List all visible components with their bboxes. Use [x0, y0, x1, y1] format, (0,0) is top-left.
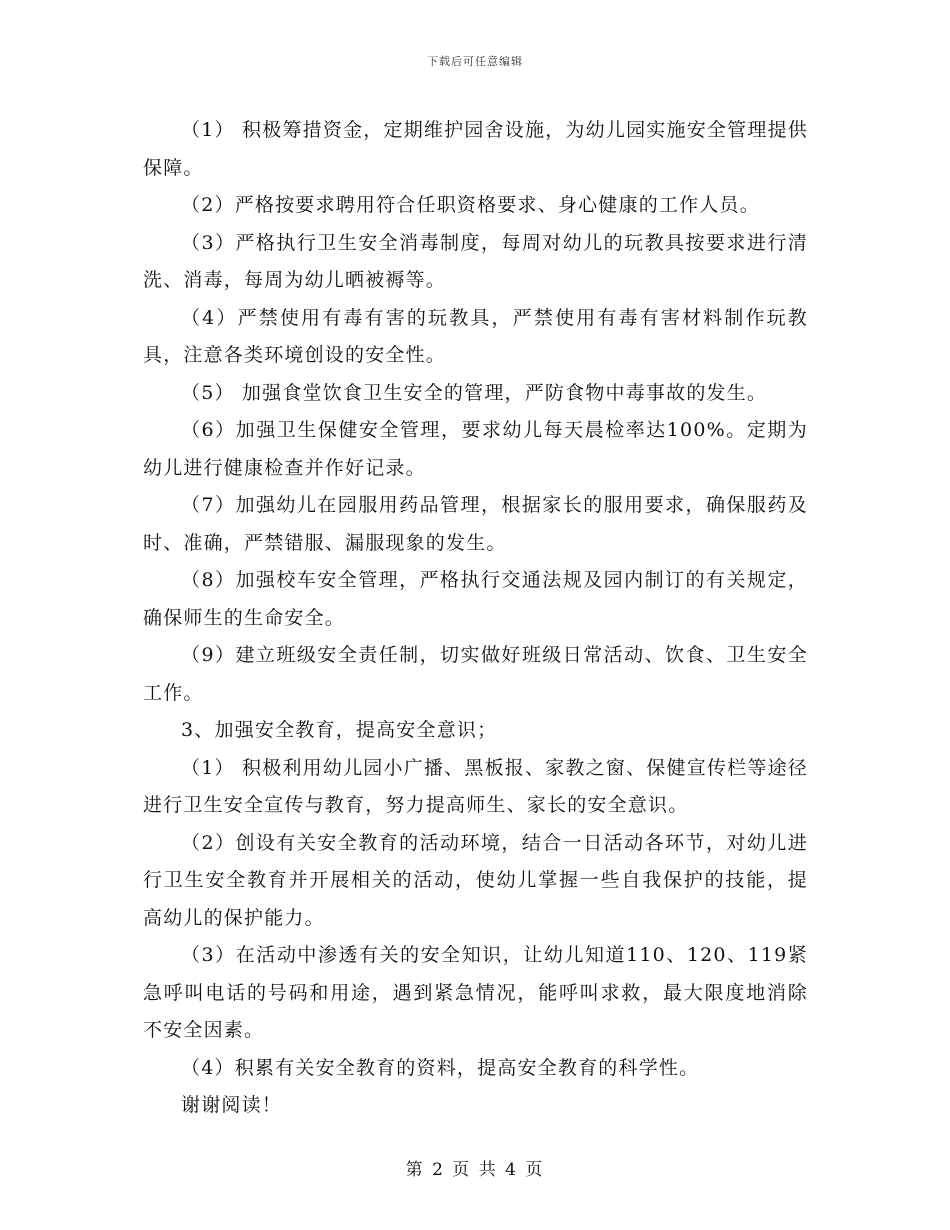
section-heading: 3、加强安全教育，提高安全意识； [181, 719, 498, 741]
document-body [143, 112, 808, 1125]
paragraph-13: （4）积累有关安全教育的资料，提高安全教育的科学性。 [181, 1056, 700, 1079]
paragraph-4: （4）严禁使用有毒有害的玩教具，严禁使用有毒有害材料制作玩教具，注意各类环境创设的安全性。 [143, 306, 808, 366]
paragraph-7: （7）加强幼儿在园服用药品管理，根据家长的服用要求，确保服药及时、准确，严禁错服、漏服现象的发生。 [143, 494, 808, 554]
paragraph-6: （6）加强卫生保健安全管理，要求幼儿每天晨检率达100%。定期为幼儿进行健康检查并作好记录。 [143, 419, 808, 479]
paragraph-8: （8）加强校车安全管理，严格执行交通法规及园内制订的有关规定，确保师生的生命安全。 [143, 569, 808, 629]
paragraph-11: （2）创设有关安全教育的活动环境，结合一日活动各环节，对幼儿进行卫生安全教育并开展相关的活动，使幼儿掌握一些自我保护的技能，提高幼儿的保护能力。 [143, 831, 808, 929]
page-header-note: 下载后可任意编辑 [427, 55, 523, 68]
paragraph-2: （2）严格按要求聘用符合任职资格要求、身心健康的工作人员。 [181, 194, 760, 216]
closing-line: 谢谢阅读！ [181, 1094, 283, 1116]
paragraph-1: （1） 积极筹措资金，定期维护园舍设施，为幼儿园实施安全管理提供保障。 [143, 119, 808, 179]
paragraph-5: （5） 加强食堂饮食卫生安全的管理，严防食物中毒事故的发生。 [181, 381, 768, 404]
paragraph-3: （3）严格执行卫生安全消毒制度，每周对幼儿的玩教具按要求进行清洗、消毒，每周为幼儿晒被褥等。 [143, 231, 808, 291]
paragraph-9: （9）建立班级安全责任制，切实做好班级日常活动、饮食、卫生安全工作。 [143, 644, 808, 704]
page-number: 第 2 页 共 4 页 [405, 1160, 545, 1180]
paragraph-12: （3）在活动中渗透有关的安全知识，让幼儿知道110、120、119紧急呼叫电话的号码和用途，遇到紧急情况，能呼叫求救，最大限度地消除不安全因素。 [143, 944, 808, 1041]
paragraph-10: （1） 积极利用幼儿园小广播、黑板报、家教之窗、保健宣传栏等途径进行卫生安全宣传与教育，努力提高师生、家长的安全意识。 [143, 756, 808, 816]
